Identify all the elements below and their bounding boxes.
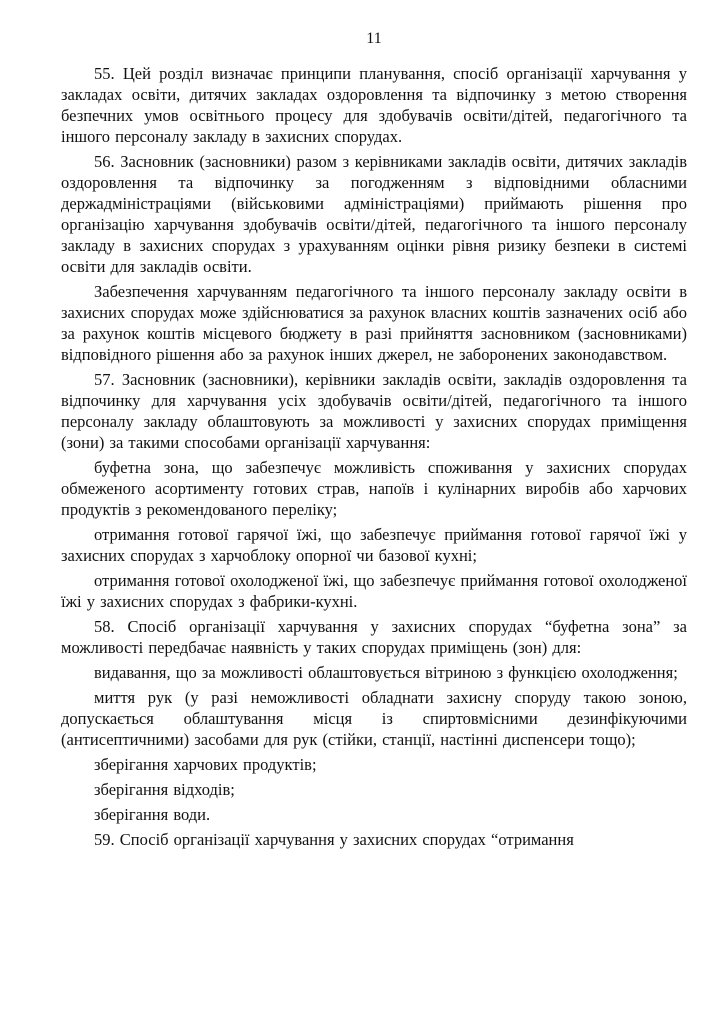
item-waste-storage: зберігання відходів; (94, 780, 235, 799)
page-number: 11 (366, 30, 382, 47)
item-handwashing: миття рук (у разі неможливості обладнати захисну споруду такою зоною, допускається облаштування місця із спиртовмісними дезинфікуючими (антисептичними) засобами для рук (стійки, станції, настінні диспенсери тощо); (61, 688, 687, 749)
paragraph-56: 56. Засновник (засновники) разом з керівниками закладів освіти, дитячих закладів оздоровлення та відпочинку за погодженням з відповідними обласними держадміністраціями (військовими адміністраціями) приймають рішення про організацію харчування здобувачів освіти/дітей, педагогічного та іншого персоналу закладу в захисних спорудах з урахуванням оцінки рівня ризику безпеки в системі освіти для закладів освіти. (61, 152, 687, 276)
item-food-storage: зберігання харчових продуктів; (94, 755, 317, 774)
item-buffet-zone: буфетна зона, що забезпечує можливість споживання у захисних спорудах обмеженого асортименту готових страв, напоїв і кулінарних виробів або харчових продуктів з рекомендованого переліку; (61, 458, 687, 519)
item-water-storage: зберігання води. (94, 805, 211, 824)
item-chilled-food: отримання готової охолодженої їжі, що забезпечує приймання готової охолодженої їжі у захисних спорудах з фабрики-кухні. (61, 571, 687, 611)
paragraph-57: 57. Засновник (засновники), керівники закладів освіти, закладів оздоровлення та відпочинку для харчування усіх здобувачів освіти/дітей, педагогічного та іншого персоналу закладу облаштовують за можливості у захисних спорудах приміщення (зони) за такими способами організації харчування: (61, 370, 687, 452)
paragraph-58: 58. Спосіб організації харчування у захисних спорудах “буфетна зона” за можливості передбачає наявність у таких спорудах приміщень (зон) для: (61, 617, 687, 657)
item-serving: видавання, що за можливості облаштовується вітриною з функцією охолодження; (94, 663, 678, 682)
paragraph-56-continuation: Забезпечення харчуванням педагогічного та іншого персоналу закладу освіти в захисних спорудах може здійснюватися за рахунок власних коштів зазначених осіб або за рахунок коштів місцевого бюджету в разі прийняття засновником (засновниками) відповідного рішення або за рахунок інших джерел, не заборонених законодавством. (61, 282, 687, 364)
paragraph-59: 59. Спосіб організації харчування у захисних спорудах “отримання (94, 830, 574, 849)
paragraph-55: 55. Цей розділ визначає принципи планування, спосіб організації харчування у закладах освіти, дитячих закладах оздоровлення та відпочинку з метою створення безпечних умов освітнього процесу для здобувачів освіти/дітей, педагогічного та іншого персоналу закладу в захисних спорудах. (61, 64, 687, 146)
item-hot-food: отримання готової гарячої їжі, що забезпечує приймання готової гарячої їжі у захисних спорудах з харчоблоку опорної чи базової кухні; (61, 525, 687, 565)
